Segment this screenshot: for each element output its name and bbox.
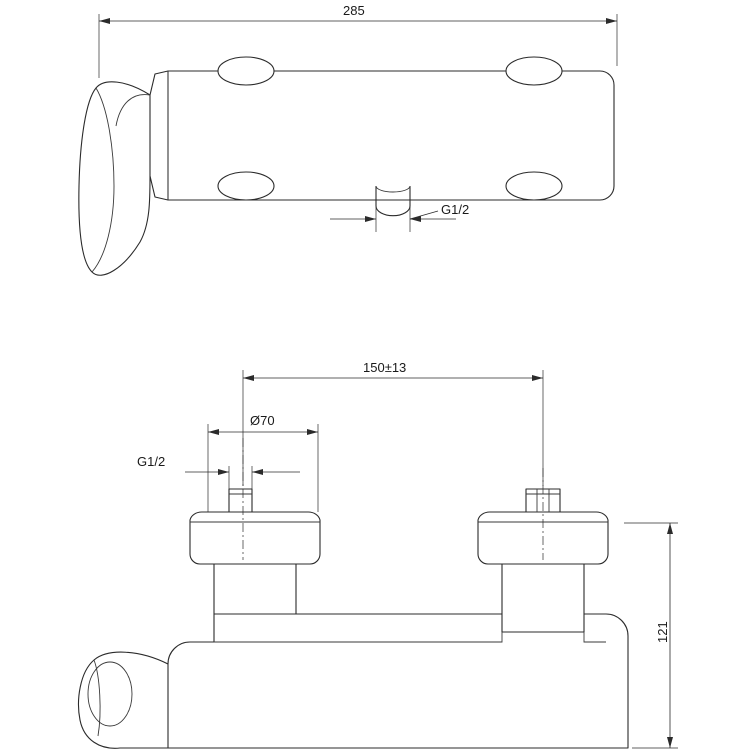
- dimension-centre-distance: [243, 370, 543, 486]
- dimension-overall-height: [624, 523, 678, 748]
- dimension-label-overall-length: 285: [343, 3, 365, 18]
- front-view-geometry: [79, 489, 628, 748]
- centre-lines: [243, 438, 543, 560]
- dimension-rosette-diameter: [208, 424, 318, 512]
- dimension-inlet-thread-top: [330, 190, 456, 232]
- dimension-label-centre-distance: 150±13: [363, 360, 407, 375]
- dimension-label-overall-height: 121: [655, 621, 670, 643]
- dimension-inlet-thread-front: [185, 466, 300, 492]
- dimension-label-rosette-diameter: Ø70: [250, 413, 275, 428]
- dimension-label-inlet-thread-top: G1/2: [441, 202, 470, 217]
- dimension-label-inlet-thread-front: G1/2: [137, 454, 166, 469]
- top-view-geometry: [79, 57, 614, 275]
